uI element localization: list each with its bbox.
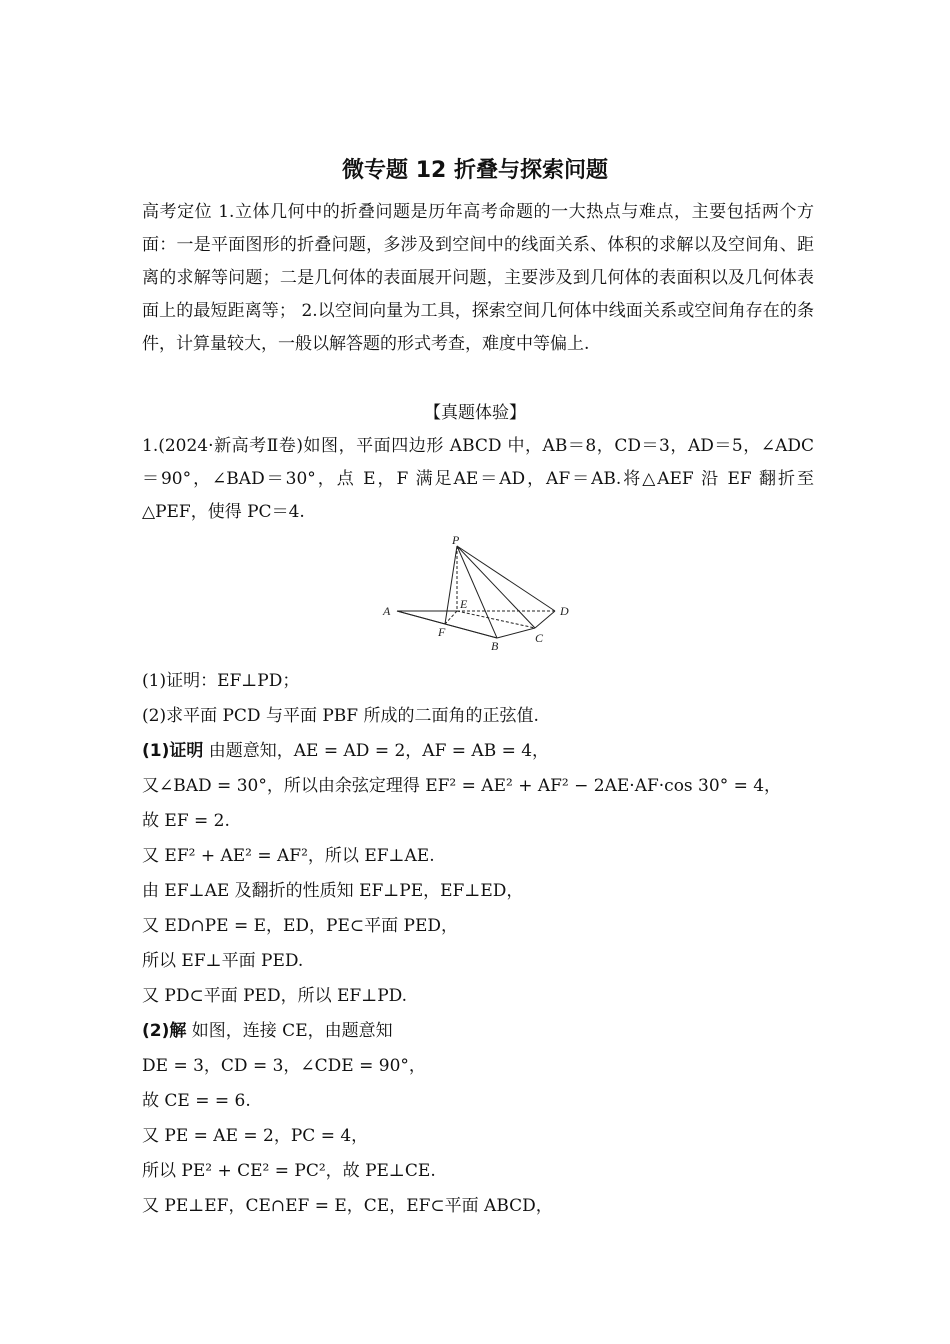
solution-heading: (2)解	[142, 1021, 187, 1041]
solution-line-6: 又 PE⊥EF，CE∩EF = E，CE，EF⊂平面 ABCD，	[142, 1196, 553, 1216]
proof-line-6: 又 ED∩PE = E，ED，PE⊂平面 PED，	[142, 916, 459, 936]
solution-line-2: DE = 3，CD = 3，∠CDE = 90°，	[142, 1056, 426, 1076]
proof-line-4: 又 EF² + AE² = AF²，所以 EF⊥AE.	[142, 846, 435, 866]
proof-line-8: 又 PD⊂平面 PED，所以 EF⊥PD.	[142, 986, 408, 1006]
label-F: F	[438, 625, 446, 639]
solution-line-3: 故 CE = = 6.	[142, 1091, 251, 1111]
label-A: A	[383, 604, 391, 618]
proof-line-5: 由 EF⊥AE 及翻折的性质知 EF⊥PE，EF⊥ED，	[142, 881, 524, 901]
label-E: E	[460, 597, 468, 611]
solution-line-5: 所以 PE² + CE² = PC²，故 PE⊥CE.	[142, 1161, 436, 1181]
proof-line-7: 所以 EF⊥平面 PED.	[142, 951, 304, 971]
solution-line-4: 又 PE = AE = 2，PC = 4，	[142, 1126, 369, 1146]
label-C: C	[535, 631, 544, 645]
proof-heading: (1)证明	[142, 741, 204, 761]
question-1: (1)证明：EF⊥PD；	[142, 671, 300, 691]
solution-line-1	[142, 1016, 393, 1041]
label-B: B	[491, 639, 499, 652]
proof-line-1	[142, 736, 549, 761]
proof-line-3: 故 EF = 2.	[142, 811, 230, 831]
problem-statement: 1.(2024·新高考Ⅱ卷)如图，平面四边形 ABCD 中，AB＝8，CD＝3，AD＝5，∠ADC＝90°，∠BAD＝30°，点 E，F 满足AE＝AD，AF＝AB.将△AEF 沿 EF 翻折至△PEF，使得 PC＝4.	[142, 436, 814, 522]
label-D: D	[560, 604, 569, 618]
label-P: P	[452, 533, 460, 547]
solution-text-1: 如图，连接 CE，由题意知	[186, 1021, 393, 1041]
page-title: 微专题 12 折叠与探索问题	[342, 158, 608, 183]
question-2: (2)求平面 PCD 与平面 PBF 所成的二面角的正弦值.	[142, 706, 539, 726]
intro-paragraph: 高考定位 1.立体几何中的折叠问题是历年高考命题的一大热点与难点，主要包括两个方面：一是平面图形的折叠问题，多涉及到空间中的线面关系、体积的求解以及空间角、距离的求解等问题；二是几何体的表面展开问题，主要涉及到几何体的表面积以及几何体表面上的最短距离等； 2.以空间向量为工具，探索空间几何体中线面关系或空间角存在的条件，计算量较大，一般以解答题的形式考查，难度中等偏上.	[142, 202, 814, 354]
proof-line-2: 又∠BAD = 30°，所以由余弦定理得 EF² = AE² + AF² − 2AE·AF·cos 30° = 4，	[142, 776, 782, 796]
section-heading: 【真题体验】	[424, 403, 526, 423]
proof-text-1: 由题意知，AE = AD = 2，AF = AB = 4，	[203, 741, 550, 761]
geometry-figure	[375, 532, 580, 652]
